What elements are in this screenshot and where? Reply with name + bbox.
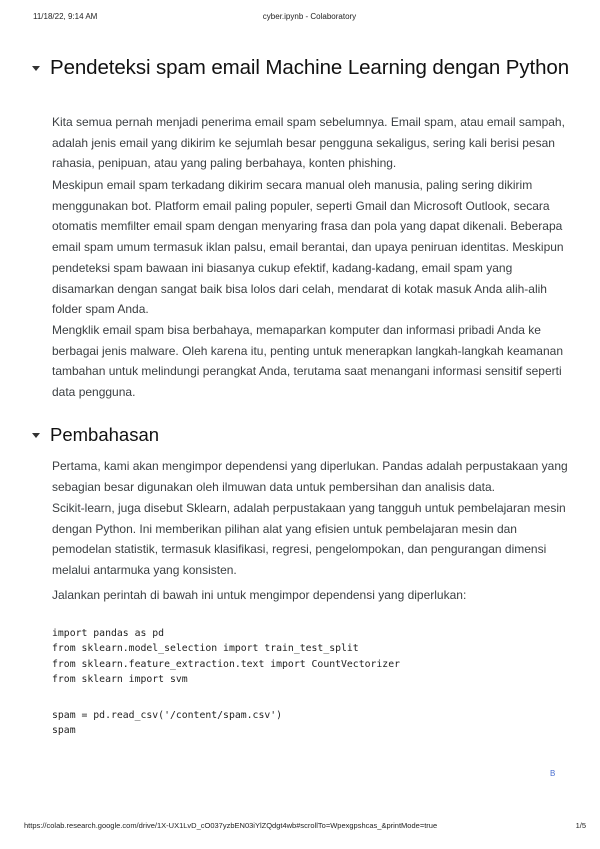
section-heading-main[interactable] (32, 56, 569, 80)
code-cell-read-csv[interactable]: spam = pd.read_csv('/content/spam.csv') spam (52, 710, 283, 737)
paragraph-intro-2: Meskipun email spam terkadang dikirim secara manual oleh manusia, paling sering dikirim menggunakan bot. Platform email paling populer, seperti Gmail dan Microsoft Outlook, secara otomatis memfilter email spam dengan menyaring frasa dan pola yang dapat dikenali. Beberapa email spam umum termasuk iklan palsu, email berantai, dan upaya peniruan identitas. Meskipun pendeteksi spam bawaan ini biasanya cukup efektif, kadang-kadang, email spam yang disamarkan dengan sangat baik bisa lolos dari celah, mendarat di kotak masuk Anda alih-alih folder spam Anda. (52, 178, 564, 317)
collapse-caret-icon[interactable] (32, 433, 40, 438)
print-header (33, 12, 586, 24)
paragraph-discussion-1: Pertama, kami akan mengimpor dependensi yang diperlukan. Pandas adalah perpustakaan yang sebagian besar digunakan oleh ilmuwan data untuk pembersihan dan analisis data. (52, 459, 568, 494)
paragraph-discussion-2: Scikit-learn, juga disebut Sklearn, adalah perpustakaan yang tangguh untuk pembelajaran mesin dengan Python. Ini memberikan pilihan alat yang efisien untuk pembelajaran mesin dan pemodelan statistik, termasuk klasifikasi, regresi, pengelompokan, dan pengurangan dimensi melalui antarmuka yang konsisten. (52, 501, 566, 578)
section-heading-discussion[interactable] (32, 424, 159, 446)
print-url: https://colab.research.google.com/drive/1X-UX1LvD_cO037yzbEN03iYlZQdgt4wb#scrollTo=Wpexgpshcas_&printMode=true (24, 821, 438, 830)
print-datetime: 11/18/22, 9:14 AM (33, 12, 98, 21)
code-cell-imports[interactable]: import pandas as pd from sklearn.model_selection import train_test_split from sklearn.feature_extraction.text import CountVectorizer from sklearn import svm (52, 628, 400, 685)
heading-main-text: Pendeteksi spam email Machine Learning dengan Python (50, 56, 570, 79)
print-page-number: 1/5 (575, 821, 586, 830)
paragraph-intro-1: Kita semua pernah menjadi penerima email spam sebelumnya. Email spam, atau email sampah, adalah jenis email yang dikirim ke sejumlah besar pengguna sekaligus, sering kali berisi pesan rahasia, penipuan, atau yang paling berbahaya, konten phishing. (52, 115, 565, 171)
paragraph-intro-3: Mengklik email spam bisa berbahaya, memaparkan komputer dan informasi pribadi Anda ke berbagai jenis malware. Oleh karena itu, penting untuk menerapkan langkah-langkah keamanan tambahan untuk melindungi perangkat Anda, terutama saat menangani informasi sensitif seperti data pengguna. (52, 323, 563, 400)
paragraph-discussion-3: Jalankan perintah di bawah ini untuk mengimpor dependensi yang diperlukan: (52, 588, 467, 602)
print-footer (24, 821, 586, 833)
collapse-caret-icon[interactable] (32, 66, 40, 71)
small-mark-icon: B (550, 769, 556, 778)
heading-discussion-text: Pembahasan (50, 424, 160, 445)
print-doc-title: cyber.ipynb - Colaboratory (262, 12, 357, 21)
